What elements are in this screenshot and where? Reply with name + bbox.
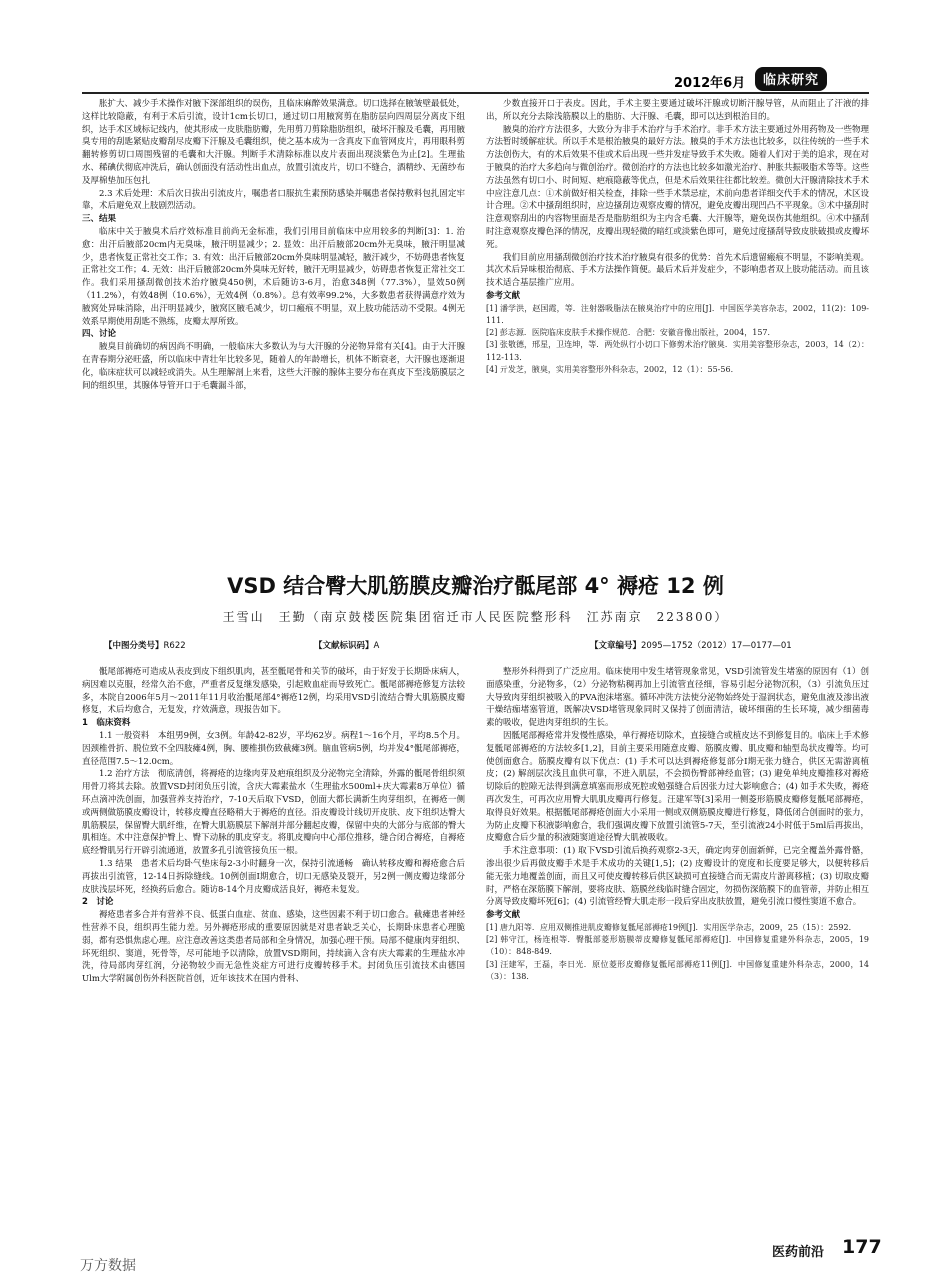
paragraph: 褥疮患者多合并有营养不良、低蛋白血症、贫血、感染，这些因素不利于切口愈合。截瘫患者神经性营养不良，组织再生能力差。另外褥疮形成的重要原因就是对患者缺乏关心，长期卧床患者心理脆弱，都有恐惧焦虑心理。应注意改善这类患者局部和全身情况，加强心理干预。局部不健康肉芽组织、坏死组织、窦道，死骨等，尽可能地予以清除，放置VSD期间，持续滴入含有庆大霉素的生理盐水冲洗，待局部肉芽红润，分泌物较少而无急性炎症方可进行皮瓣转移手术。封闭负压引流技术由德国Ulm大学附属创伤外科医院首创，近年该技术在国内骨科、 [82, 910, 465, 985]
top-left-column [82, 98, 465, 392]
header-rule [82, 92, 869, 94]
section-heading: 三、结果 [82, 214, 117, 225]
reference-item: [2] 彭志源．医院临床皮肤手术操作规范．合肥：安徽音像出版社，2004，157． [486, 328, 776, 338]
paragraph: 2.3 术后处理：术后次日拔出引流皮片，嘱患者口服抗生素预防感染并嘱患者保持敷料包扎固定牢靠，术后避免双上肢剧烈活动。 [82, 188, 465, 212]
paragraph: 因骶尾部褥疮常并发慢性感染，单行褥疮切除术，直接缝合或植皮达不到修复目的。临床上手术修复骶尾部褥疮的方法较多[1,2]，目前主要采用随意皮瓣、筋膜皮瓣、肌皮瓣和轴型岛状皮瓣等。均可使创面愈合。筋膜皮瓣有以下优点：(1) 手术可以达到褥疮修复部分Ⅰ期无张力缝合，供区无需游离植皮；(2) 解剖层次浅且血供可靠，不进入肌层，不会损伤臀部神经血管；(3) 避免单纯皮瓣推移对褥疮切除后的腔隙无法得到满意填塞而形成死腔或勉强缝合后因张力过大影响愈合；(4) 如手术失败，褥疮再次发生，可再次应用臀大肌肌皮瓣再行修复。汪建军等[3]采用一侧菱形筋膜皮瓣修复骶尾部褥疮，取得良好效果。根据骶尾部褥疮创面大小采用一侧或双侧筋膜皮瓣进行修复，降低闭合创面时的张力，为防止皮瓣下积液影响愈合，我们强调皮瓣下放置引流管5-7天，至引流液24小时低于5ml后再拔出，皮瓣愈合后少量的积液随窦道途径臀大肌被吸收。 [486, 730, 869, 844]
document-code [314, 639, 379, 651]
paragraph: 整形外科得到了广泛应用。临床使用中发生堵管现象常见，VSD引流管发生堵塞的原因有（1）创面感染重，分泌物多，（2）分泌物粘稠再加上引流管直径细，容易引起分泌物沉积，（3）引流负压过大导致肉芽组织被吸入的PVA泡沫堵塞。循环冲洗方法使分泌物始终处于湿润状态，避免血液及渗出液干燥结痂堵塞管道，既解决VSD堵管现象同时又保持了创面清洁，破坏细菌的生长环境，减少细菌毒素的吸收，促进肉芽组织的生长。 [486, 667, 869, 729]
watermark: 万方数据 [80, 1258, 136, 1274]
top-right-column [486, 98, 869, 376]
bottom-left-column [82, 666, 465, 986]
clc-number [104, 639, 186, 651]
reference-item: [1] 潘学洪，赵国霞，等．注射器吸脂法在腋臭治疗中的应用[J]．中国医学美容杂志，2002，11(2)：109-111． [486, 303, 869, 325]
references-title: 参考文献 [486, 290, 521, 301]
reference-item: [1] 唐九阳等．应用双侧推进肌皮瓣修复骶尾部褥疮19例[J]．实用医学杂志，2009，25（15）：2592． [486, 922, 857, 932]
paragraph: 胀扩大、减少手术操作对腋下深部组织的误伤，且临床麻醉效果满意。切口选择在腋皱壁最低处，这样比较隐蔽，有利于术后引流，设计1cm长切口，通过切口用腋窝剪在脂肪层向四周层分离皮下组织，达手术区域标记线内，使其形成一皮肤脂肪瓣，先用剪刀剪除脂肪组织，破坏汗腺及毛囊，再用腋臭专用的刮匙紧贴皮瓣刮尽皮瓣下汗腺及毛囊组织，使之基本成为一含真皮下血管网皮片，再用眼科剪翻转修剪切口周围残留的毛囊和大汗腺。判断手术清除标准以皮片表面出现淡紫色为止[2]。生理盐水、稀碘伏彻底冲洗后，确认创面没有活动性出血点，放置引流皮片，切口不缝合，酒精纱、无菌纱布及厚棉垫加压包扎 [82, 99, 465, 186]
doc-label: 【文献标识码】 [314, 641, 374, 651]
paragraph: 1.2 治疗方法 彻底清创，将褥疮的边缘肉芽及疤痕组织及分泌物完全清除，外露的骶尾骨组织须用骨刀将其去除。放置VSD封闭负压引流，含庆大霉素盐水（生理盐水500ml+庆大霉素8万单位）循环点滴冲洗创面，加强营养支持治疗，7-10天后取下VSD，创面大都长满新生肉芽组织，在褥疮一侧或两侧做筋膜皮瓣设计，转移皮瓣直径略稍大于褥疮的直径。沿皮瓣设计线切开皮肤、皮下组织达臀大肌筋膜层，保留臀大肌纤维，在臀大肌筋膜层下解剖并部分翻起皮瓣，保留中央的大部分与底部的臀大肌相连。术中注意保护臀上、臀下动脉的肌皮穿支。将肌皮瓣向中心部位推移，缝合闭合褥疮，自褥疮底经臀肌另行开辟引流通道，放置多孔引流管接负压一根。 [82, 769, 465, 857]
paragraph: 我们目前应用搔刮微创治疗技术治疗腋臭有很多的优势：首先术后遗留瘢痕不明显，不影响美观。其次术后异味根治彻底、手术方法操作简便。最后术后并发症少，不影响患者双上肢功能活动。而且该技术适合基层推广应用。 [486, 252, 869, 289]
section-heading: 四、讨论 [82, 329, 117, 340]
clc-value: R622 [163, 641, 186, 651]
paragraph: 临床中关于腋臭术后疗效标准目前尚无金标准，我们引用目前临床中应用较多的判断[3]：1. 治愈：出汗后腋部20cm内无臭味，腋汗明显减少；2. 显效：出汗后腋部20cm外无臭味，腋汗明显减少，患者恢复正常社交工作；3. 有效：出汗后腋部20cm外臭味明显减轻，腋汗减少，不妨碍患者恢复正常社交工作；4. 无效：出汗后腋部20cm外臭味无好转，腋汗无明显减少，妨碍患者恢复正常社交工作。我们采用搔刮微创技术治疗腋臭450例，术后随访3-6月，治愈348例（77.3%），显效50例（11.2%），有效48例（10.6%），无效4例（0.8%）。总有效率99.2%，大多数患者获得满意疗效为腋窝处异味消除，出汗明显减少，腋窝区腋毛减少，切口瘢痕不明显，双上肢功能活动不受限。4例无效系早期使用刮匙不熟练，皮瓣太厚所致。 [82, 226, 465, 327]
reference-item: [3] 汪建军，王磊，李日光．原位菱形皮瓣修复骶尾部褥疮11例[J]．中国修复重建外科杂志，2000，14（3）：138． [486, 959, 869, 981]
section-badge: 临床研究 [755, 67, 827, 91]
page-number: 177 [842, 1236, 882, 1258]
paragraph: 少数直接开口于表皮。因此，手术主要主要通过破坏汗腺或切断汗腺导管，从而阻止了汗液的排出，所以充分去除浅筋膜以上的脂肪、大汗腺、毛囊，即可以达到根治目的。 [486, 99, 869, 122]
reference-item: [3] 张敬德，邢星，卫连坤，等．两处纵行小切口下修剪术治疗腋臭．实用美容整形杂志，2003，14（2）：112-113． [486, 340, 869, 362]
id-value: 2095—1752（2012）17—0177—01 [641, 641, 792, 651]
clc-label: 【中图分类号】 [104, 641, 164, 651]
paragraph: 腋臭的治疗方法很多，大致分为非手术治疗与手术治疗。非手术方法主要通过外用药物及一些物理方法暂时缓解症状。所以手术是根治腋臭的最好方法。腋臭的手术方法也比较多，以往传统的一些手术方法创伤大，有的术后效果不佳或术后出现一些并发症导致手术失败。随着人们对于美的追求，现在对于腋臭的治疗大多趋向与微创治疗。微创治疗的方法也比较多如激光治疗、肿胀共振吸脂术等等。这些方法虽然有切口小、时间短、疤痕隐蔽等优点，但是术后效果往往都比较差。微创大汗腺清除技术手术中应注意几点：①术前做好相关检查，排除一些手术禁忌症，术前向患者详细交代手术的情况，术区设计合理。②术中搔刮组织时，应边搔刮边观察皮瓣的情况，避免皮瓣出现凹凸不平现象。③术中搔刮时注意观察刮出的内容物里面是否是脂肪组织为主内含毛囊、大汗腺等，避免误伤其他组织。④术中搔刮时注意观察皮瓣色泽的情况，皮瓣出现轻微的暗红或淡紫色即可，避免过度搔刮导致皮肤破损或皮瓣坏死。 [486, 124, 869, 250]
reference-item: [4] 亓发芝，腋臭，实用美容整形外科杂志，2002，12（1）：55-56． [486, 364, 739, 374]
paragraph: 1.1 一般资料 本组男9例，女3例。年龄42-82岁，平均62岁。病程1～16个月，平均8.5个月。因颈椎骨折、脱位致不全四肢瘫4例，胸、腰椎損伤致截瘫3例。脑血管病5例，均并发4°骶尾部褥疮，直径范围7.5～12.0cm。 [82, 730, 465, 767]
reference-item: [2] 韩守江，杨连根等．臀骶部菱形筋膜蒂皮瓣修复骶尾部褥疮[J]．中国修复重建外科杂志，2005，19（10）：848-849． [486, 935, 869, 957]
journal-name: 医药前沿 [772, 1245, 825, 1260]
doc-value: A [373, 641, 380, 651]
paragraph: 腋臭目前确切的病因尚不明确，一般临床大多数认为与大汗腺的分泌物异常有关[4]。由于大汗腺在青春期分泌旺盛，所以临床中青壮年比较多见，随着人的年龄增长，机体不断衰老，大汗腺也逐渐退化，临床症状可以减轻或消失。从生理解剖上来看，这些大汗腺的腺体主要分布在真皮下至浅筋膜层之间的组织里，其腺体导管开口于毛囊漏斗部， [82, 342, 465, 391]
paragraph: 骶尾部褥疮可造成从表皮到皮下组织肌肉，甚至骶尾骨和关节的破坏，由于好发于长期卧床病人，病因难以克服，经常久治不愈，严重者反复继发感染，引起败血症而导致死亡。骶尾部褥疮修复方法较多，本院自2006年5月～2011年11月收治骶尾部4°褥疮12例，均采用VSD引流结合臀大肌筋膜皮瓣修复，术后均愈合，无复发，疗效满意，现报告如下。 [82, 667, 465, 716]
article-title: VSD 结合臀大肌筋膜皮瓣治疗骶尾部 4° 褥疮 12 例 [227, 574, 724, 598]
article-id [590, 639, 792, 651]
article-authors: 王雪山 王勤（南京鼓楼医院集团宿迁市人民医院整形科 江苏南京 223800） [222, 610, 729, 624]
paragraph: 1.3 结果 患者术后均卧气垫床每2-3小时翻身一次，保持引流通畅 确认转移皮瓣和褥疮愈合后再拔出引流管，12-14日拆除缝线。10例创面Ⅰ期愈合，切口无感染及裂开，另2例一侧皮瓣边缘部分皮肤浅层坏死，经换药后愈合。随访8-14个月皮瓣成活良好，褥疮未复发。 [82, 858, 465, 895]
bottom-right-column [486, 666, 869, 983]
issue-date: 2012年6月 [674, 76, 746, 91]
id-label: 【文章编号】 [590, 641, 642, 651]
section-heading: 2 讨论 [82, 897, 114, 908]
paragraph: 手术注意事项：(1) 取下VSD引流后换药观察2-3天，确定肉芽创面新鲜，已完全覆盖外露骨骼，渗出很少后再做皮瓣手术是手术成功的关键[1,5]；(2) 皮瓣设计的宽度和长度要足够大，以便转移后能无张力地覆盖创面，而且又可使皮瓣转移后供区缺损可直接缝合而无需皮片游离移植；(3) 切取皮瓣时，严格在深筋膜下解剖，要将皮肤、筋膜丝线临时缝合固定，勿损伤深筋膜下的血管蒂，并防止相互分离导致皮瓣坏死[6]；(4) 引流管经臀大肌走形一段后穿出皮肤放置，避免引流口慢性窦道不愈合。 [486, 846, 869, 908]
references-title: 参考文献 [486, 910, 521, 921]
section-heading: 1 临床资料 [82, 718, 131, 729]
